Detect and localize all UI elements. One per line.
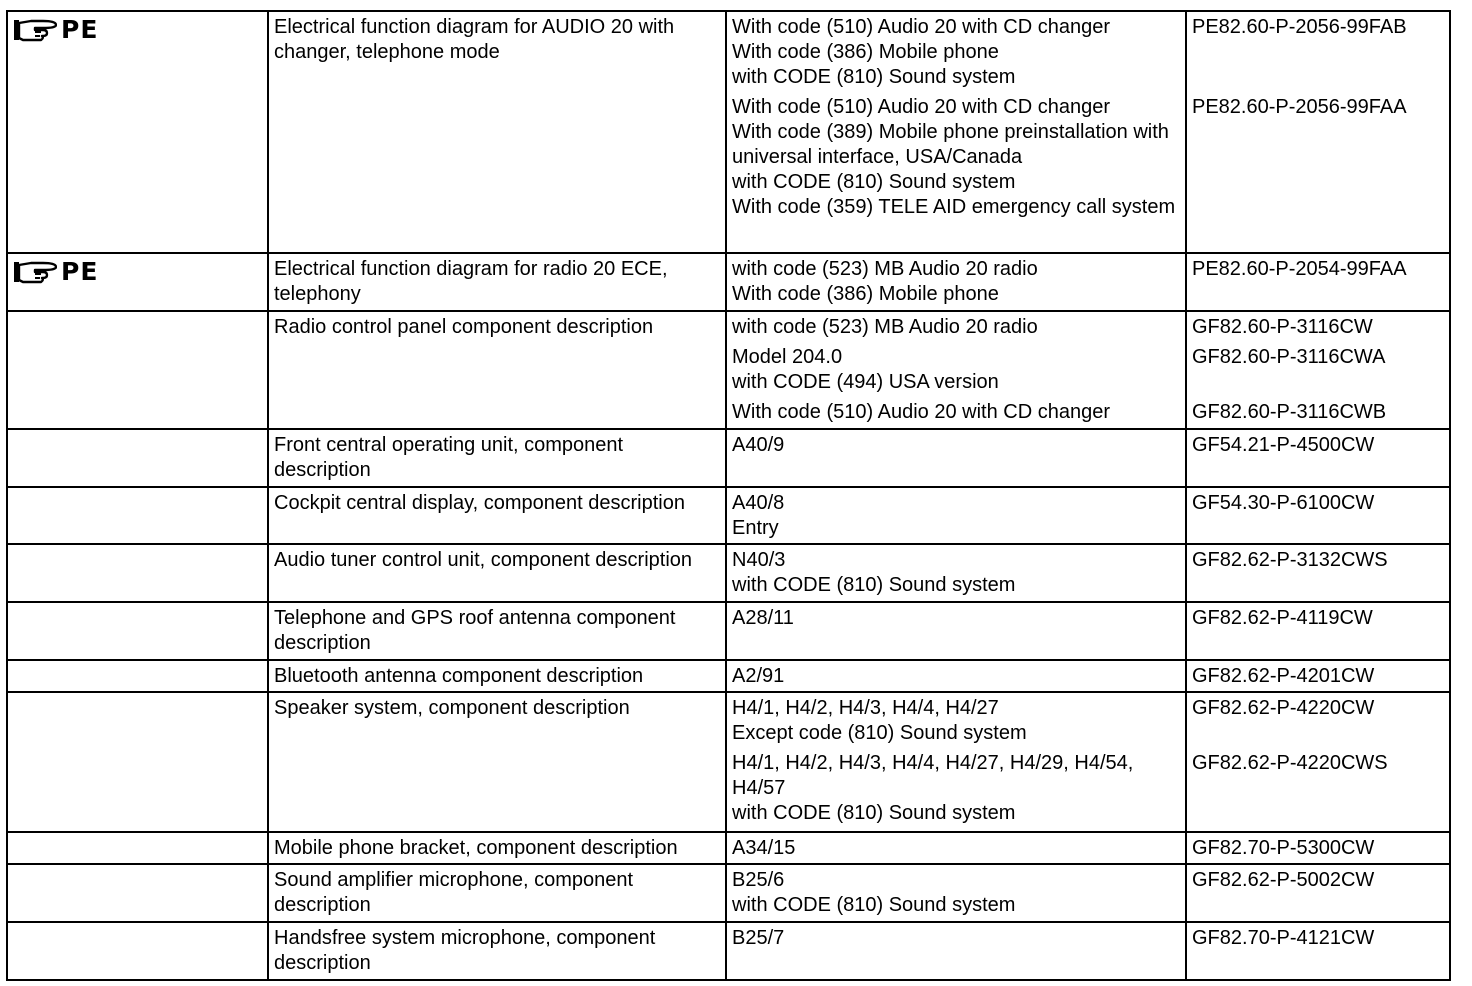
table-row bbox=[7, 11, 1450, 253]
description-cell: Electrical function diagram for radio 20 ECE, telephony bbox=[268, 253, 726, 311]
document-number-cell bbox=[1186, 832, 1450, 864]
document-link[interactable]: GF82.70-P-5300CW bbox=[1192, 837, 1375, 859]
table-row bbox=[7, 922, 1450, 980]
condition-line: with CODE (810) Sound system bbox=[732, 574, 1016, 596]
ref-cell bbox=[7, 922, 268, 980]
condition-line: With code (359) TELE AID emergency call system bbox=[732, 196, 1176, 218]
conditions-cell bbox=[726, 311, 1186, 429]
reference-label: PE bbox=[61, 15, 99, 44]
document-link[interactable]: GF82.62-P-4119CW bbox=[1192, 607, 1373, 629]
description-cell: Electrical function diagram for AUDIO 20 with changer, telephone mode bbox=[268, 11, 726, 253]
reference-label: PE bbox=[61, 257, 99, 286]
table-row bbox=[7, 602, 1450, 660]
ref-cell bbox=[7, 429, 268, 487]
ref-cell bbox=[7, 253, 268, 311]
document-number-cell bbox=[1186, 602, 1450, 660]
condition-line: with CODE (810) Sound system bbox=[732, 66, 1016, 88]
document-number-cell bbox=[1186, 864, 1450, 922]
condition-line: with CODE (810) Sound system bbox=[732, 171, 1016, 193]
ref-cell bbox=[7, 660, 268, 692]
conditions-cell bbox=[726, 487, 1186, 544]
condition-line: with CODE (810) Sound system bbox=[732, 894, 1016, 916]
document-number-cell bbox=[1186, 253, 1450, 311]
conditions-cell bbox=[726, 429, 1186, 487]
condition-group bbox=[732, 491, 1181, 541]
ref-cell bbox=[7, 11, 268, 253]
condition-group bbox=[732, 345, 1181, 395]
condition-line: with CODE (810) Sound system bbox=[732, 802, 1016, 824]
conditions-cell bbox=[726, 660, 1186, 692]
conditions-cell bbox=[726, 544, 1186, 602]
document-number-cell bbox=[1186, 660, 1450, 692]
condition-line: B25/6 bbox=[732, 869, 785, 891]
condition-line: With code (386) Mobile phone bbox=[732, 283, 999, 305]
condition-line: A40/8 bbox=[732, 492, 785, 514]
document-link[interactable]: GF82.62-P-3132CWS bbox=[1192, 549, 1388, 571]
condition-line: With code (510) Audio 20 with CD changer bbox=[732, 16, 1110, 38]
table-row bbox=[7, 429, 1450, 487]
reference-marker[interactable] bbox=[13, 15, 263, 43]
condition-line: With code (389) Mobile phone preinstallation with universal interface, USA/Canada bbox=[732, 121, 1169, 168]
document-link[interactable]: GF54.30-P-6100CW bbox=[1192, 492, 1375, 514]
document-link[interactable]: GF82.62-P-4220CW bbox=[1192, 697, 1375, 719]
condition-group bbox=[732, 95, 1181, 220]
condition-group bbox=[732, 664, 1181, 689]
table-row bbox=[7, 487, 1450, 544]
ref-cell bbox=[7, 832, 268, 864]
condition-group bbox=[732, 696, 1181, 746]
description-cell: Mobile phone bracket, component description bbox=[268, 832, 726, 864]
description-cell: Radio control panel component description bbox=[268, 311, 726, 429]
ref-cell bbox=[7, 692, 268, 832]
condition-group bbox=[732, 548, 1181, 598]
ref-cell bbox=[7, 487, 268, 544]
document-number-cell bbox=[1186, 11, 1450, 253]
conditions-cell bbox=[726, 253, 1186, 311]
document-table bbox=[6, 10, 1451, 981]
table-row bbox=[7, 253, 1450, 311]
description-cell: Sound amplifier microphone, component description bbox=[268, 864, 726, 922]
document-link[interactable]: GF82.62-P-4201CW bbox=[1192, 665, 1375, 687]
pointing-hand-icon bbox=[13, 17, 57, 43]
condition-line: with CODE (494) USA version bbox=[732, 371, 999, 393]
table-row bbox=[7, 311, 1450, 429]
conditions-cell bbox=[726, 922, 1186, 980]
description-cell: Telephone and GPS roof antenna component description bbox=[268, 602, 726, 660]
condition-group bbox=[732, 15, 1181, 90]
table-row bbox=[7, 660, 1450, 692]
condition-line: N40/3 bbox=[732, 549, 786, 571]
document-number-cell bbox=[1186, 429, 1450, 487]
document-link[interactable]: GF82.62-P-5002CW bbox=[1192, 869, 1375, 891]
document-link[interactable]: GF82.60-P-3116CWB bbox=[1192, 401, 1387, 423]
document-number-cell bbox=[1186, 487, 1450, 544]
conditions-cell bbox=[726, 692, 1186, 832]
pointing-hand-icon bbox=[13, 259, 57, 285]
reference-marker[interactable] bbox=[13, 257, 263, 285]
document-link[interactable]: GF82.60-P-3116CW bbox=[1192, 316, 1373, 338]
condition-group bbox=[732, 433, 1181, 458]
table-row bbox=[7, 692, 1450, 832]
table-row bbox=[7, 864, 1450, 922]
condition-line: A2/91 bbox=[732, 665, 785, 687]
document-link[interactable]: GF82.70-P-4121CW bbox=[1192, 927, 1375, 949]
ref-cell bbox=[7, 864, 268, 922]
table-row bbox=[7, 832, 1450, 864]
document-number-cell bbox=[1186, 922, 1450, 980]
ref-cell bbox=[7, 544, 268, 602]
document-number-cell bbox=[1186, 544, 1450, 602]
document-link[interactable]: GF82.62-P-4220CWS bbox=[1192, 752, 1388, 774]
document-number-cell bbox=[1186, 692, 1450, 832]
condition-line: H4/1, H4/2, H4/3, H4/4, H4/27, H4/29, H4/54, H4/57 bbox=[732, 752, 1134, 799]
condition-line: B25/7 bbox=[732, 927, 785, 949]
description-cell: Bluetooth antenna component description bbox=[268, 660, 726, 692]
document-link[interactable]: PE82.60-P-2056-99FAA bbox=[1192, 96, 1407, 118]
condition-line: A34/15 bbox=[732, 837, 796, 859]
condition-line: With code (510) Audio 20 with CD changer bbox=[732, 96, 1110, 118]
ref-cell bbox=[7, 311, 268, 429]
description-cell: Audio tuner control unit, component description bbox=[268, 544, 726, 602]
condition-group bbox=[732, 400, 1181, 425]
condition-line: with code (523) MB Audio 20 radio bbox=[732, 316, 1038, 338]
document-link[interactable]: GF82.60-P-3116CWA bbox=[1192, 346, 1386, 368]
condition-line: Except code (810) Sound system bbox=[732, 722, 1027, 744]
description-cell: Front central operating unit, component description bbox=[268, 429, 726, 487]
table-row bbox=[7, 544, 1450, 602]
document-number-cell bbox=[1186, 311, 1450, 429]
condition-line: With code (386) Mobile phone bbox=[732, 41, 999, 63]
condition-line: A28/11 bbox=[732, 607, 794, 629]
condition-group bbox=[732, 257, 1181, 307]
conditions-cell bbox=[726, 602, 1186, 660]
condition-group bbox=[732, 836, 1181, 861]
document-link[interactable]: PE82.60-P-2056-99FAB bbox=[1192, 16, 1407, 38]
condition-line: with code (523) MB Audio 20 radio bbox=[732, 258, 1038, 280]
description-cell: Speaker system, component description bbox=[268, 692, 726, 832]
conditions-cell bbox=[726, 832, 1186, 864]
condition-group bbox=[732, 315, 1181, 340]
condition-line: A40/9 bbox=[732, 434, 785, 456]
condition-line: Model 204.0 bbox=[732, 346, 843, 368]
condition-line: With code (510) Audio 20 with CD changer bbox=[732, 401, 1110, 423]
document-link[interactable]: PE82.60-P-2054-99FAA bbox=[1192, 258, 1407, 280]
condition-line: H4/1, H4/2, H4/3, H4/4, H4/27 bbox=[732, 697, 999, 719]
condition-group bbox=[732, 751, 1181, 826]
condition-group bbox=[732, 926, 1181, 951]
conditions-cell bbox=[726, 11, 1186, 253]
ref-cell bbox=[7, 602, 268, 660]
description-cell: Handsfree system microphone, component description bbox=[268, 922, 726, 980]
description-cell: Cockpit central display, component description bbox=[268, 487, 726, 544]
condition-line: Entry bbox=[732, 517, 779, 539]
conditions-cell bbox=[726, 864, 1186, 922]
document-link[interactable]: GF54.21-P-4500CW bbox=[1192, 434, 1375, 456]
condition-group bbox=[732, 606, 1181, 631]
condition-group bbox=[732, 868, 1181, 918]
